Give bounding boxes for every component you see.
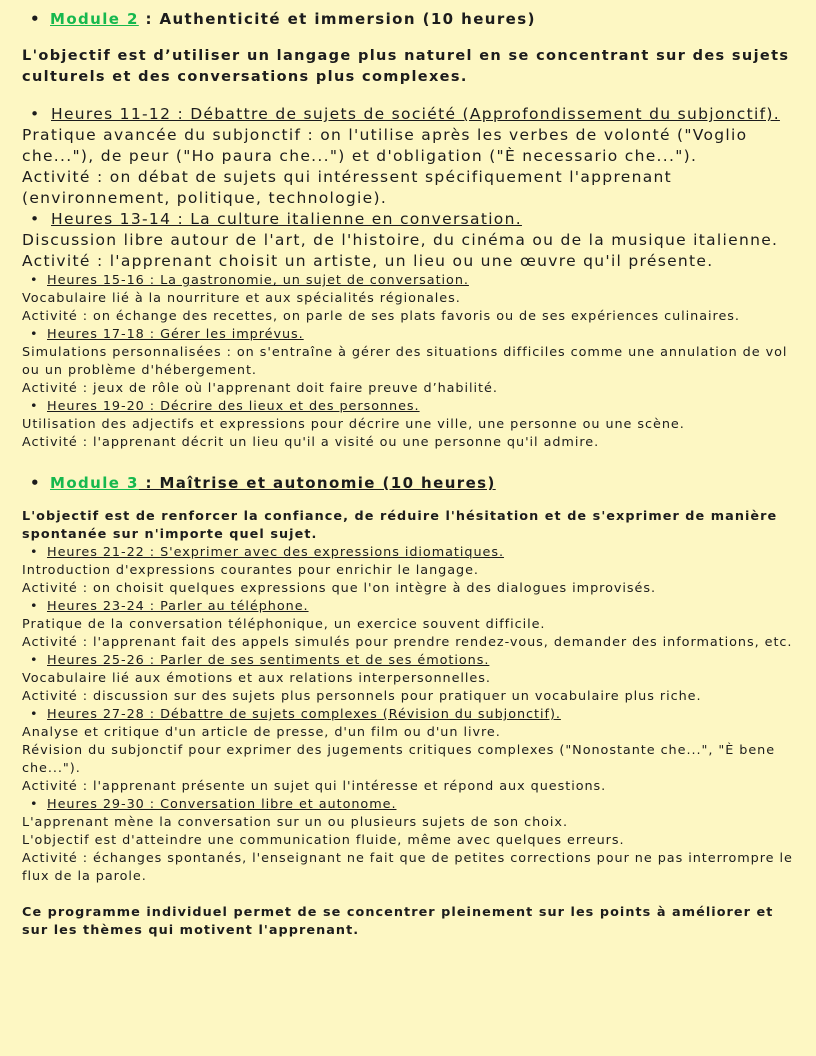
bullet-dot: • — [30, 210, 41, 228]
session-heading-19-20: • Heures 19-20 : Décrire des lieux et des personnes. — [30, 399, 420, 414]
session-heading-11-12: • Heures 11-12 : Débattre de sujets de société (Approfondissement du subjonctif). — [30, 105, 780, 123]
bullet-dot: • — [30, 707, 39, 722]
session-line: Analyse et critique d'un article de presse, d'un film ou d'un livre. — [22, 725, 501, 740]
bullet-dot: • — [30, 474, 41, 492]
session-heading-23-24: • Heures 23-24 : Parler au téléphone. — [30, 599, 309, 614]
module-3-intro: L'objectif est de renforcer la confiance, de réduire l'hésitation et de s'exprimer de manière spontanée sur n'importe quel sujet. — [22, 509, 778, 542]
bullet-dot: • — [30, 327, 39, 342]
session-line: Activité : l'apprenant présente un sujet qui l'intéresse et répond aux questions. — [22, 779, 607, 794]
bullet-dot: • — [30, 399, 39, 414]
session-line: Vocabulaire lié aux émotions et aux relations interpersonnelles. — [22, 671, 491, 686]
session-line: Pratique de la conversation téléphonique, un exercice souvent difficile. — [22, 617, 546, 632]
bullet-dot: • — [30, 653, 39, 668]
session-line: Révision du subjonctif pour exprimer des jugements critiques complexes ("Nonostante che...", "È bene che..."). — [22, 743, 776, 776]
session-heading-21-22: • Heures 21-22 : S'exprimer avec des expressions idiomatiques. — [30, 545, 504, 560]
module-3-link[interactable]: Module 3 — [50, 474, 139, 492]
session-heading-13-14: • Heures 13-14 : La culture italienne en conversation. — [30, 210, 522, 228]
session-line: Activité : discussion sur des sujets plus personnels pour pratiquer un vocabulaire plus riche. — [22, 689, 702, 704]
conclusion: Ce programme individuel permet de se concentrer pleinement sur les points à améliorer et sur les thèmes qui motivent l'apprenant. — [22, 905, 774, 938]
session-line: Vocabulaire lié à la nourriture et aux spécialités régionales. — [22, 291, 461, 306]
bullet-dot: • — [30, 10, 41, 28]
module-2-title: : Authenticité et immersion (10 heures) — [138, 10, 536, 28]
session-line: Utilisation des adjectifs et expressions pour décrire une ville, une personne ou une scène. — [22, 417, 685, 432]
session-line: Activité : l'apprenant décrit un lieu qu'il a visité ou une personne qu'il admire. — [22, 435, 600, 450]
module-2-intro: L'objectif est d’utiliser un langage plus naturel en se concentrant sur des sujets culturels et des conversations plus complexes. — [22, 48, 790, 85]
bullet-dot: • — [30, 545, 39, 560]
session-heading-15-16: • Heures 15-16 : La gastronomie, un sujet de conversation. — [30, 273, 469, 288]
session-line: Simulations personnalisées : on s'entraîne à gérer des situations difficiles comme une annulation de vol ou un problème d'hébergement. — [22, 345, 788, 378]
module-2-link[interactable]: Module 2 — [50, 10, 139, 28]
session-line: Introduction d'expressions courantes pour enrichir le langage. — [22, 563, 479, 578]
module-3-title: : Maîtrise et autonomie (10 heures) — [138, 474, 496, 492]
module-3-heading — [30, 472, 794, 494]
session-heading-17-18: • Heures 17-18 : Gérer les imprévus. — [30, 327, 304, 342]
session-line: L'apprenant mène la conversation sur un ou plusieurs sujets de son choix. — [22, 815, 568, 830]
session-line: Activité : l'apprenant choisit un artiste, un lieu ou une œuvre qu'il présente. — [22, 252, 714, 270]
session-line: Activité : on choisit quelques expressions que l'on intègre à des dialogues improvisés. — [22, 581, 656, 596]
module-2-heading — [30, 8, 794, 30]
session-line: Pratique avancée du subjonctif : on l'utilise après les verbes de volonté ("Voglio che..."), de peur ("Ho paura che...") et d'obligation ("È necessario che..."). — [22, 126, 748, 165]
session-line: Activité : on débat de sujets qui intéressent spécifiquement l'apprenant (environnement, politique, technologie). — [22, 168, 673, 207]
bullet-dot: • — [30, 105, 41, 123]
session-line: Activité : jeux de rôle où l'apprenant doit faire preuve d’habilité. — [22, 381, 498, 396]
session-heading-27-28: • Heures 27-28 : Débattre de sujets complexes (Révision du subjonctif). — [30, 707, 561, 722]
session-line: Activité : échanges spontanés, l'enseignant ne fait que de petites corrections pour ne pas interrompre le flux de la parole. — [22, 851, 793, 884]
bullet-dot: • — [30, 797, 39, 812]
session-line: Discussion libre autour de l'art, de l'histoire, du cinéma ou de la musique italienne. — [22, 231, 779, 249]
session-heading-29-30: • Heures 29-30 : Conversation libre et autonome. — [30, 797, 397, 812]
session-line: Activité : l'apprenant fait des appels simulés pour prendre rendez-vous, demander des informations, etc. — [22, 635, 793, 650]
session-line: Activité : on échange des recettes, on parle de ses plats favoris ou de ses expériences culinaires. — [22, 309, 740, 324]
bullet-dot: • — [30, 599, 39, 614]
bullet-dot: • — [30, 273, 39, 288]
session-heading-25-26: • Heures 25-26 : Parler de ses sentiments et de ses émotions. — [30, 653, 490, 668]
session-line: L'objectif est d'atteindre une communication fluide, même avec quelques erreurs. — [22, 833, 625, 848]
